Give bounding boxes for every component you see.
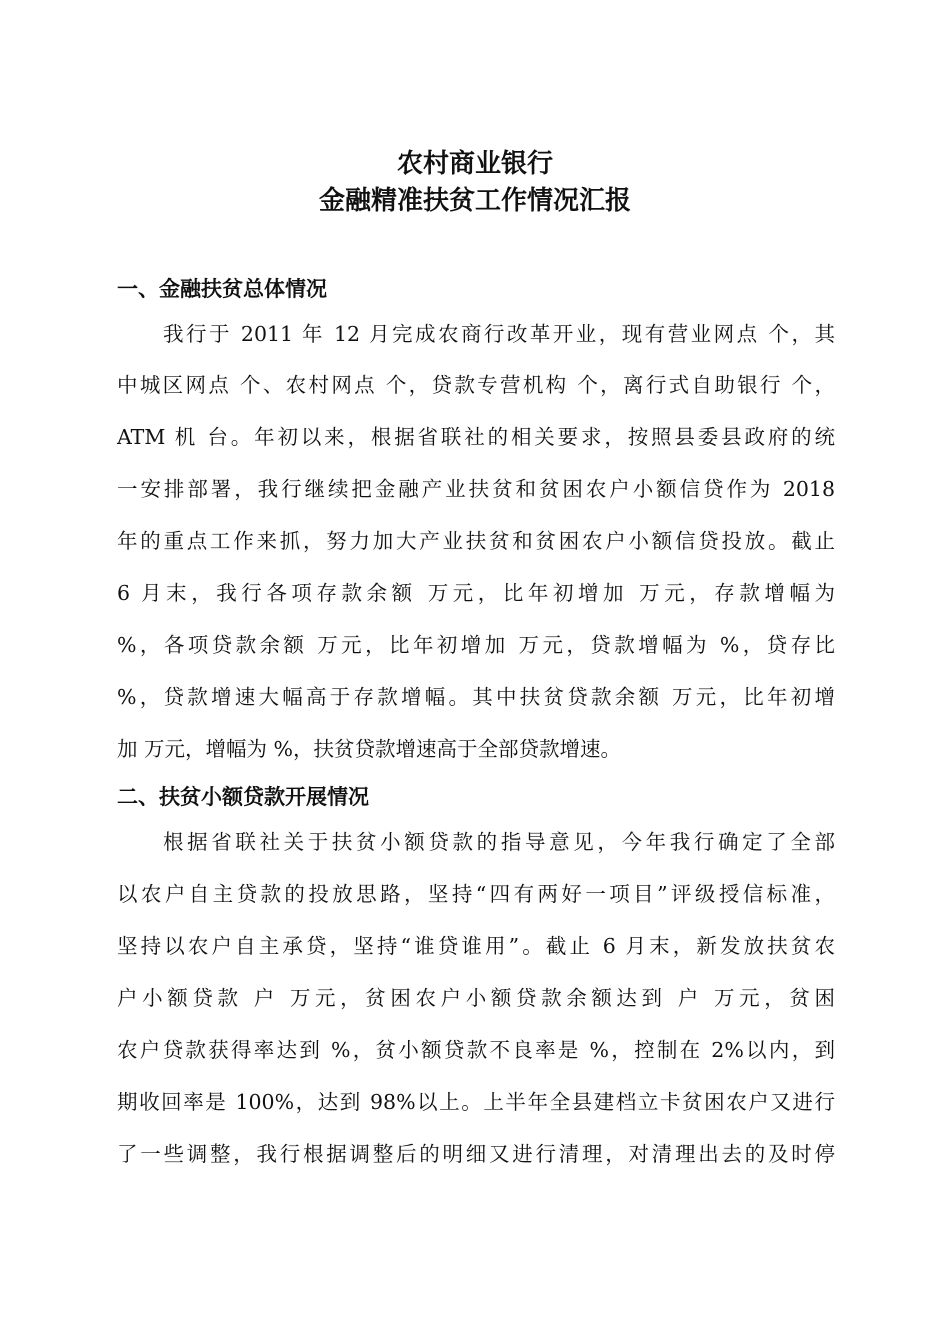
- paragraph-2-line: 户小额贷款 户 万元，贫困农户小额贷款余额达到 户 万元，贫困: [117, 986, 835, 1010]
- paragraph-1-line: 我行于 2011 年 12 月完成农商行改革开业，现有营业网点 个，其: [163, 322, 835, 346]
- paragraph-2-line: 农户贷款获得率达到 %，贫小额贷款不良率是 %，控制在 2%以内，到: [117, 1038, 835, 1062]
- title-line-2: 金融精准扶贫工作情况汇报: [318, 186, 631, 216]
- section-2-heading: 二、扶贫小额贷款开展情况: [117, 784, 369, 809]
- document-title: [0, 146, 950, 220]
- paragraph-1-line: ATM 机 台。年初以来，根据省联社的相关要求，按照县委县政府的统: [117, 425, 835, 449]
- paragraph-1-line: %，贷款增速大幅高于存款增幅。其中扶贫贷款余额 万元，比年初增: [117, 685, 835, 709]
- paragraph-1-line: 中城区网点 个、农村网点 个，贷款专营机构 个，离行式自助银行 个，: [117, 373, 835, 397]
- section-1-heading: 一、金融扶贫总体情况: [117, 276, 327, 301]
- paragraph-1-line: 6 月末，我行各项存款余额 万元，比年初增加 万元，存款增幅为: [117, 581, 835, 605]
- paragraph-2-line: 根据省联社关于扶贫小额贷款的指导意见，今年我行确定了全部: [163, 830, 835, 854]
- paragraph-2-line: 以农户自主贷款的投放思路，坚持“四有两好一项目”评级授信标准，: [117, 882, 835, 906]
- paragraph-2-line: 了一些调整，我行根据调整后的明细又进行清理，对清理出去的及时停: [117, 1142, 835, 1166]
- paragraph-1-line: %，各项贷款余额 万元，比年初增加 万元，贷款增幅为 %，贷存比: [117, 633, 835, 657]
- paragraph-2-line: 期收回率是 100%，达到 98%以上。上半年全县建档立卡贫困农户又进行: [117, 1090, 835, 1114]
- paragraph-2-line: 坚持以农户自主承贷，坚持“谁贷谁用”。截止 6 月末，新发放扶贫农: [117, 934, 835, 958]
- title-line-1: 农村商业银行: [396, 149, 553, 179]
- paragraph-1-line: 一安排部署，我行继续把金融产业扶贫和贫困农户小额信贷作为 2018: [117, 477, 835, 501]
- paragraph-1-line: 年的重点工作来抓，努力加大产业扶贫和贫困农户小额信贷投放。截止: [117, 529, 835, 553]
- paragraph-1-line: 加 万元，增幅为 %，扶贫贷款增速高于全部贷款增速。: [117, 737, 622, 761]
